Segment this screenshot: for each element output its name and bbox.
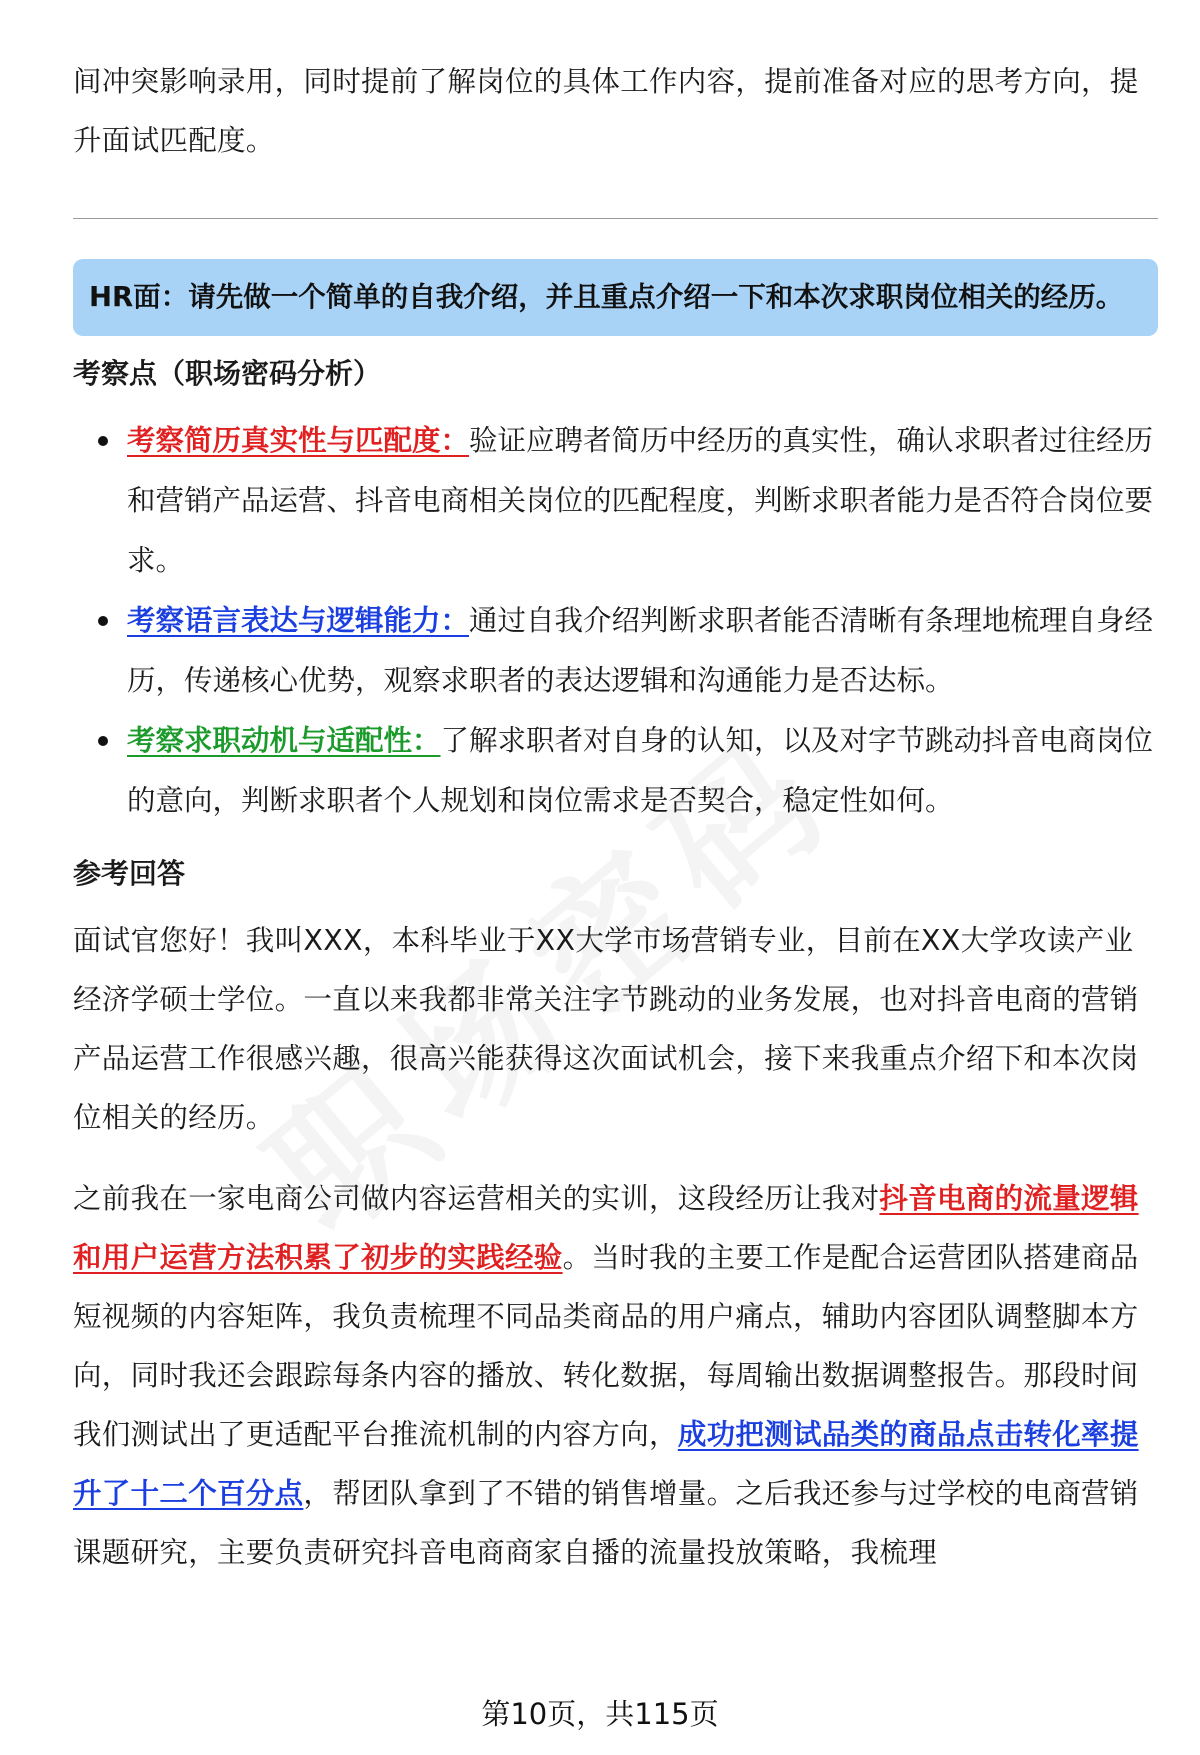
bullet-keyword: 考察简历真实性与匹配度： [127,424,470,457]
bullet-dot [98,436,108,446]
answer-paragraph-1: 面试官您好！我叫XXX，本科毕业于XX大学市场营销专业，目前在XX大学攻读产业经济学硕士学位。一直以来我都非常关注字节跳动的业务发展，也对抖音电商的营销产品运营工作很感兴趣，很高兴能获得这次面试机会，接下来我重点介绍下和本次岗位相关的经历。 [73,924,1139,1134]
answer-paragraph-2 [73,1169,1158,1582]
bullet-text: 了解求职者对自身的认知，以及对字节跳动抖音电商岗位的意向，判断求职者个人规划和岗位需求是否契合，稳定性如何。 [127,724,1154,817]
page-content [73,52,1158,1582]
answer-title: 参考回答 [73,857,186,890]
bullet-keyword: 考察求职动机与适配性： [127,724,441,757]
question-box: HR面：请先做一个简单的自我介绍，并且重点介绍一下和本次求职岗位相关的经历。 [73,259,1158,336]
bullet-dot [98,616,108,626]
bullet-keyword: 考察语言表达与逻辑能力： [127,604,470,637]
text-run: 之前我在一家电商公司做内容运营相关的实训，这段经历让我对 [73,1182,880,1215]
intro-paragraph: 间冲突影响录用，同时提前了解岗位的具体工作内容，提前准备对应的思考方向，提升面试匹配度。 [73,65,1139,157]
text-run: 。当时我的主要工作是配合运营团队搭建商品短视频的内容矩阵，我负责梳理不同品类商品的用户痛点，辅助内容团队调整脚本方向，同时我还会跟踪每条内容的播放、转化数据，每周输出数据调整报告。那段时间我们测试出了更适配平台推流机制的内容方向， [73,1241,1139,1451]
bullet-text: 验证应聘者简历中经历的真实性，确认求职者过往经历和营销产品运营、抖音电商相关岗位的匹配程度，判断求职者能力是否符合岗位要求。 [127,424,1154,577]
text-run: ，帮团队拿到了不错的销售增量。之后我还参与过学校的电商营销课题研究，主要负责研究抖音电商商家自播的流量投放策略，我梳理 [73,1477,1139,1569]
analysis-title: 考察点（职场密码分析） [73,357,382,390]
bullet-dot [98,736,108,746]
list-item [127,591,1158,711]
analysis-list [73,411,1158,831]
highlight-red: 抖音电商的流量逻辑和用户运营方法积累了初步的实践经验 [73,1182,1139,1274]
page-number: 第10页，共115页 [481,1697,719,1731]
list-item [127,711,1158,831]
highlight-blue: 成功把测试品类的商品点击转化率提升了十二个百分点 [73,1418,1139,1510]
list-item [127,411,1158,591]
bullet-text: 通过自我介绍判断求职者能否清晰有条理地梳理自身经历，传递核心优势，观察求职者的表达逻辑和沟通能力是否达标。 [127,604,1154,697]
divider [73,218,1158,219]
